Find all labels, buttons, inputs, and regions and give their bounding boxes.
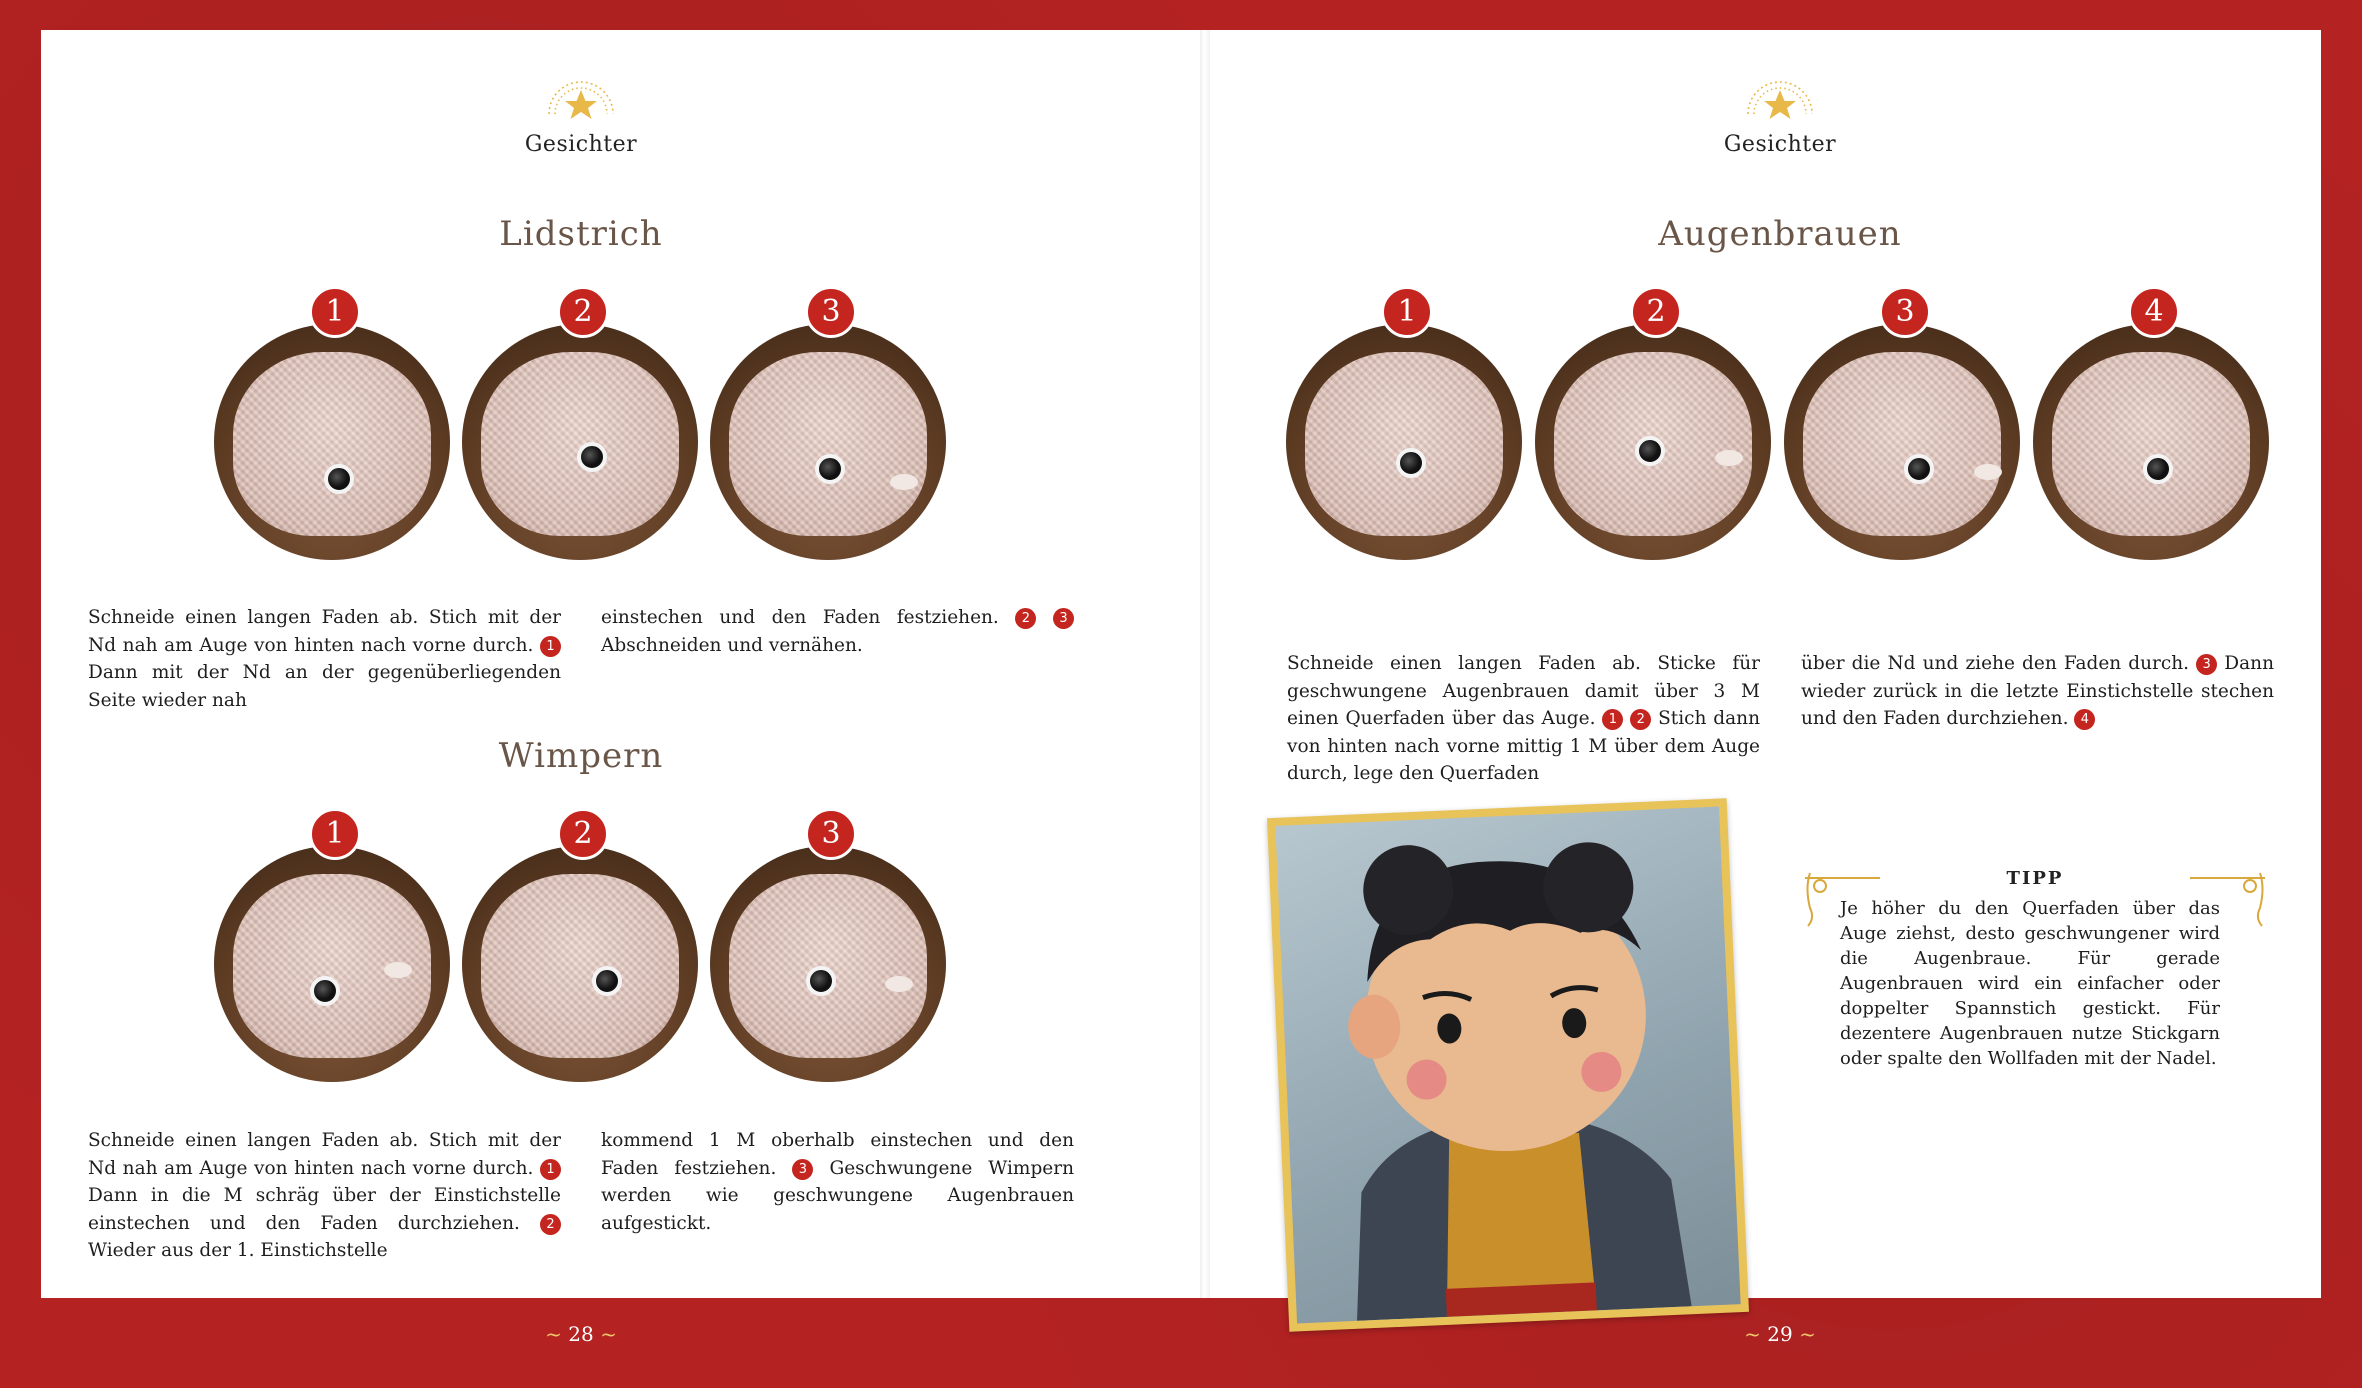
step-photo <box>1535 324 1771 560</box>
header-label: Gesichter <box>524 132 638 157</box>
lidstrich-step-2 <box>462 286 702 556</box>
step-photo <box>214 846 450 1082</box>
step-number-badge: 4 <box>2128 286 2180 338</box>
step-number-badge: 2 <box>557 286 609 338</box>
augenbrauen-step-3 <box>1784 286 2024 556</box>
step-photo <box>2033 324 2269 560</box>
augenbrauen-text-col2: über die Nd und ziehe den Faden durch. 3 Dann wieder zurück in die letzte Einstichstelle stechen und den Faden durchziehen. 4 <box>1801 653 2274 729</box>
step-ref-badge: 2 <box>540 1214 561 1235</box>
step-ref-badge: 3 <box>1053 608 1074 629</box>
lidstrich-step-1 <box>214 286 454 556</box>
step-ref-badge: 3 <box>2196 654 2217 675</box>
wimpern-text-col2: kommend 1 M oberhalb einstechen und den Faden festziehen. 3 Geschwungene Wimpern werden wie geschwungene Augenbrauen aufgestickt. <box>601 1130 1075 1234</box>
step-photo <box>462 846 698 1082</box>
augenbrauen-step-4 <box>2033 286 2273 556</box>
book-spine <box>1200 30 1210 1298</box>
section-title-lidstrich: Lidstrich <box>499 214 663 254</box>
step-photo <box>710 324 946 560</box>
right-section-header <box>1680 62 1880 157</box>
step-ref-badge: 2 <box>1630 709 1651 730</box>
step-number-badge: 1 <box>309 808 361 860</box>
step-number-badge: 1 <box>1381 286 1433 338</box>
step-number-badge: 1 <box>309 286 361 338</box>
step-ref-badge: 1 <box>540 636 561 657</box>
step-photo <box>710 846 946 1082</box>
tip-text: Je höher du den Querfaden über das Auge ziehst, desto geschwungener wird die Augenbraue. Für gerade Augenbrauen wird ein einfacher oder doppelter Spannstich gestickt. Für dezentere Augenbrauen nutze Stickgarn oder spalte den Wollfaden mit der Nadel. <box>1840 898 2220 1069</box>
wimpern-step-2 <box>462 808 702 1078</box>
step-ref-badge: 2 <box>1015 608 1036 629</box>
step-ref-badge: 1 <box>1602 709 1623 730</box>
augenbrauen-step-1 <box>1286 286 1526 556</box>
wimpern-text-col1: Schneide einen langen Faden ab. Stich mit der Nd nah am Auge von hinten nach vorne durch. 1 Dann in die M schräg über der Einstichstelle einstechen und den Faden durchziehen. 2 Wieder aus der 1. Einstichstelle <box>88 1130 561 1261</box>
step-number-badge: 3 <box>1879 286 1931 338</box>
lidstrich-text-col1: Schneide einen langen Faden ab. Stich mit der Nd nah am Auge von hinten nach vorne durch. 1 Dann mit der Nd an der gegenüberliegenden Seite wieder nah <box>88 607 561 711</box>
star-sun-icon <box>541 62 621 132</box>
doll-photo <box>1267 798 1749 1332</box>
lidstrich-text-col2: einstechen und den Faden festziehen. 2 3 Abschneiden und vernähen. <box>601 604 1074 659</box>
step-photo <box>462 324 698 560</box>
step-photo <box>1286 324 1522 560</box>
star-sun-icon <box>1740 62 1820 132</box>
crochet-doll-illustration <box>1275 807 1740 1324</box>
step-ref-badge: 4 <box>2074 709 2095 730</box>
header-label: Gesichter <box>1723 132 1837 157</box>
page-number-right: ~ 29 ~ <box>1744 1322 1816 1346</box>
left-section-header <box>481 62 681 157</box>
page-number-left: ~ 28 ~ <box>545 1322 617 1346</box>
tip-title: TIPP <box>2006 868 2064 889</box>
wimpern-step-3 <box>710 808 950 1078</box>
tip-box <box>1800 868 2270 1069</box>
wimpern-step-1 <box>214 808 454 1078</box>
augenbrauen-step-2 <box>1535 286 1775 556</box>
step-photo <box>214 324 450 560</box>
section-title-wimpern: Wimpern <box>498 736 664 776</box>
augenbrauen-text-col1: Schneide einen langen Faden ab. Sticke für geschwungene Augenbrauen damit über 3 M einen Querfaden über das Auge. 1 2 Stich dann von hinten nach vorne mittig 1 M über dem Auge durch, lege den Querfaden <box>1287 653 1760 784</box>
step-ref-badge: 1 <box>540 1159 561 1180</box>
step-photo <box>1784 324 2020 560</box>
step-number-badge: 2 <box>557 808 609 860</box>
step-number-badge: 3 <box>805 808 857 860</box>
lidstrich-step-3 <box>710 286 950 556</box>
section-title-augenbrauen: Augenbrauen <box>1658 214 1902 254</box>
step-number-badge: 3 <box>805 286 857 338</box>
step-number-badge: 2 <box>1630 286 1682 338</box>
step-ref-badge: 3 <box>792 1159 813 1180</box>
